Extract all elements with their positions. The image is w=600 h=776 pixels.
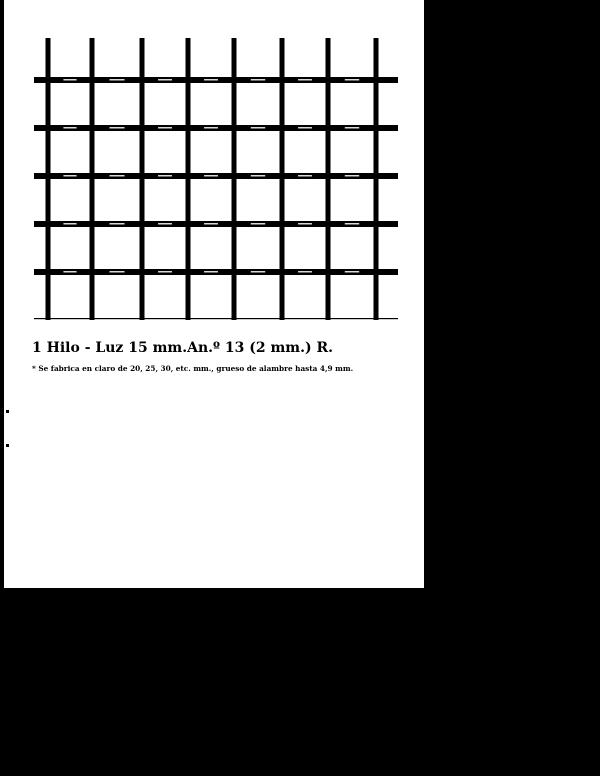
wire-highlight: [110, 175, 125, 177]
wire-highlight: [204, 223, 218, 225]
scan-speck: [6, 444, 9, 447]
product-note: * Se fabrica en claro de 20, 25, 30, etc. mm., grueso de alambre hasta 4,9 mm.: [32, 364, 354, 373]
wire-highlight: [204, 271, 218, 273]
wire-highlight: [345, 175, 359, 177]
scan-speck: [6, 410, 9, 413]
wire-highlight: [158, 127, 172, 129]
wire-highlight: [345, 127, 359, 129]
wire-highlight: [63, 223, 76, 225]
wire-highlight: [298, 271, 312, 273]
wire-highlight: [158, 223, 172, 225]
wire-highlight: [110, 223, 125, 225]
wire-highlight: [298, 79, 312, 81]
wire-highlight: [251, 223, 265, 225]
wire-highlight: [63, 271, 76, 273]
wire-highlight: [63, 175, 76, 177]
wire-highlight: [110, 127, 125, 129]
wire-highlight: [204, 175, 218, 177]
mesh-horizontal-wires: [34, 77, 398, 319]
mesh-bottom-edge: [34, 318, 398, 319]
wire-highlight: [158, 79, 172, 81]
wire-highlight: [63, 127, 76, 129]
wire-highlight: [345, 223, 359, 225]
document-page: [4, 0, 424, 588]
wire-highlight: [251, 79, 265, 81]
wire-highlight: [110, 271, 125, 273]
wire-highlight: [251, 175, 265, 177]
wire-highlight: [298, 127, 312, 129]
wire-highlight: [345, 79, 359, 81]
wire-highlight: [63, 79, 76, 81]
wire-highlight: [110, 79, 125, 81]
wire-highlight: [298, 223, 312, 225]
product-caption: 1 Hilo - Luz 15 mm.An.º 13 (2 mm.) R.: [32, 340, 333, 356]
wire-highlight: [251, 271, 265, 273]
wire-highlight: [158, 175, 172, 177]
wire-highlight: [204, 79, 218, 81]
wire-highlight: [298, 175, 312, 177]
wire-highlight: [345, 271, 359, 273]
wire-mesh-figure: [34, 38, 398, 320]
wire-highlight: [158, 271, 172, 273]
wire-highlight: [204, 127, 218, 129]
wire-highlight: [251, 127, 265, 129]
